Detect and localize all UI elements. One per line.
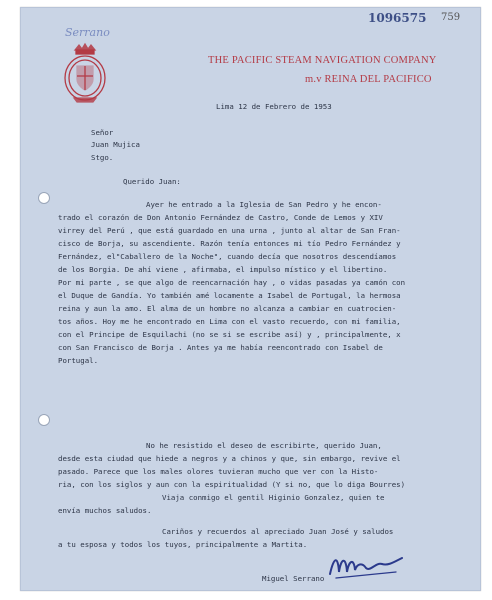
text-line: reina y aun la amo. El alma de un hombre no alcanza a cambiar en cuatrocien- xyxy=(58,304,397,313)
closing xyxy=(58,525,473,551)
handwritten-signature xyxy=(326,550,406,586)
address-line-3: Stgo. xyxy=(91,153,114,162)
address-line-1: Señor xyxy=(91,128,114,137)
text-line: virrey del Perú , que está guardado en una urna , junto al altar de San Fran- xyxy=(58,226,401,235)
text-line: Cariños y recuerdos al apreciado Juan José y saludos xyxy=(162,527,394,536)
text-line: Por mi parte , se que algo de reencarnación hay , o vidas pasadas ya camón con xyxy=(58,278,406,287)
archive-number: 1096575 xyxy=(368,11,427,25)
body-paragraph-2 xyxy=(58,439,473,491)
address-line-2: Juan Mujica xyxy=(91,140,140,149)
text-line: ria, con los siglos y aun con la espiritualidad (Y si no, que lo diga Bourres) xyxy=(58,480,406,489)
body-paragraph-3 xyxy=(58,491,473,517)
text-line: envía muchos saludos. xyxy=(58,506,152,515)
text-line: trado el corazón de Don Antonio Fernández de Castro, Conde de Lemos y XIV xyxy=(58,213,383,222)
body-paragraph-1 xyxy=(58,198,473,367)
punch-hole-top xyxy=(38,192,50,204)
text-line: tos años. Hoy me he encontrado en Lima con el vasto recuerdo, con mi familia, xyxy=(58,317,401,326)
punch-hole-bottom xyxy=(38,414,50,426)
text-line: pasado. Parece que los males olores tuvieran mucho que ver con la Histo- xyxy=(58,467,379,476)
letterhead-company: THE PACIFIC STEAM NAVIGATION COMPANY xyxy=(208,55,437,66)
text-line: No he resistido el deseo de escribirte, querido Juan, xyxy=(146,441,382,450)
signature-typed-name: Miguel Serrano xyxy=(262,574,325,583)
text-line: con San Francisco de Borja . Antes ya me había reencontrado con Isabel de xyxy=(58,343,383,352)
company-crest-logo xyxy=(61,42,109,110)
handwritten-note-serrano: Serrano xyxy=(65,26,110,39)
page-number: 759 xyxy=(441,12,461,23)
text-line: cisco de Borja, su ascendiente. Razón tenía entonces mi tío Pedro Fernández y xyxy=(58,239,401,248)
letterhead-ship: m.v REINA DEL PACIFICO xyxy=(305,74,432,85)
salutation: Querido Juan: xyxy=(123,177,181,186)
text-line: desde esta ciudad que hiede a negros y a chinos y que, sin embargo, revive el xyxy=(58,454,401,463)
text-line: Portugal. xyxy=(58,356,99,365)
text-line: Ayer he entrado a la Iglesia de San Pedro y he encon- xyxy=(146,200,382,209)
text-line: de los Borgia. De ahí viene , afirmaba, el impulso místico y el libertino. xyxy=(58,265,388,274)
text-line: Viaja conmigo el gentil Higinio Gonzalez, quien te xyxy=(162,493,385,502)
text-line: Fernández, el"Caballero de la Noche", cuando decía que nosotros descendíamos xyxy=(58,252,397,261)
text-line: el Duque de Gandía. Yo también amé locamente a Isabel de Portugal, la hermosa xyxy=(58,291,401,300)
text-line: a tu esposa y todos los tuyos, principalmente a Martita. xyxy=(58,540,308,549)
place-date: Lima 12 de Febrero de 1953 xyxy=(216,102,332,111)
letter-sheet xyxy=(20,7,481,591)
text-line: con el Principe de Esquilachi (no se si se escribe así) y , principalmente, x xyxy=(58,330,401,339)
